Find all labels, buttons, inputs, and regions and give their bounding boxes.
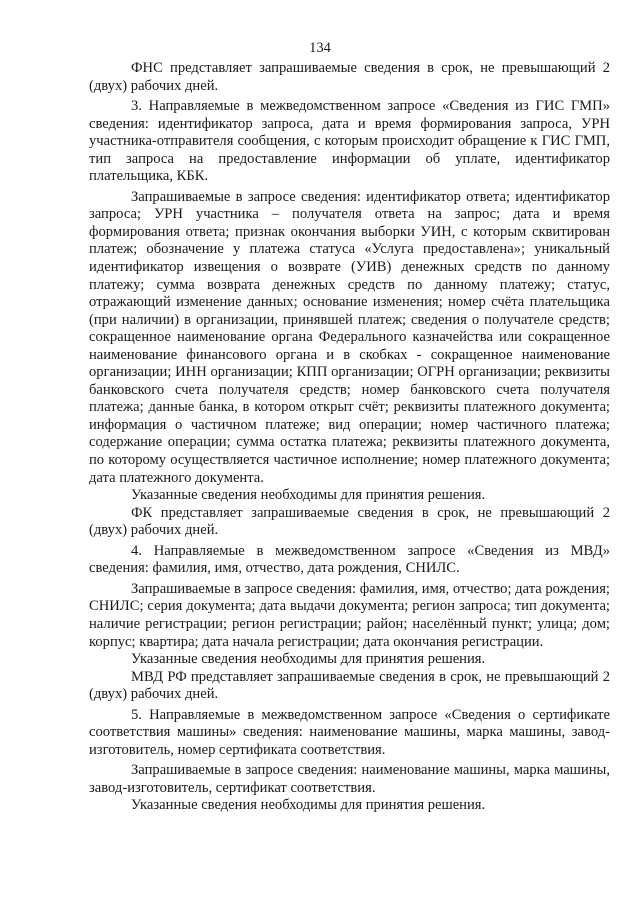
paragraph-certificate-request: 5. Направляемые в межведомственном запросе «Сведения о сертификате соответствия машины» сведения: наименование машины, марка машины, завод-изготовитель, номер сертификата соответствия. <box>89 706 610 758</box>
paragraph-fk-deadline: ФК представляет запрашиваемые сведения в срок, не превышающий 2 (двух) рабочих дней. <box>89 504 610 539</box>
paragraph-mvd-response-fields: Запрашиваемые в запросе сведения: фамилия, имя, отчество; дата рождения; СНИЛС; серия документа; дата выдачи документа; регион запроса; тип документа; наличие регистрации; регион регистрации; район; населённый пункт; улица; дом; корпус; квартира; дата начала регистрации; дата окончания регистрации. <box>89 580 610 650</box>
document-body <box>89 60 610 815</box>
page-number: 134 <box>309 40 331 56</box>
paragraph-decision-note: Указанные сведения необходимы для принятия решения. <box>131 797 486 814</box>
paragraph-mvd-request: 4. Направляемые в межведомственном запросе «Сведения из МВД» сведения: фамилия, имя, отчество, дата рождения, СНИЛС. <box>89 542 610 577</box>
paragraph-certificate-response-fields: Запрашиваемые в запросе сведения: наименование машины, марка машины, завод-изготовитель, сертификат соответствия. <box>89 762 610 796</box>
paragraph-fns-deadline: ФНС представляет запрашиваемые сведения в срок, не превышающий 2 (двух) рабочих дней. <box>89 60 610 94</box>
paragraph-decision-note: Указанные сведения необходимы для принятия решения. <box>131 651 486 668</box>
paragraph-gis-gmp-request: 3. Направляемые в межведомственном запросе «Сведения из ГИС ГМП» сведения: идентификатор запроса, дата и время формирования запроса, УРН участника-отправителя сообщения, с которым происходит обращение к ГИС ГМП, тип запроса на предоставление информации об уплате, идентификатор плательщика, КБК. <box>89 98 610 185</box>
paragraph-decision-note: Указанные сведения необходимы для принятия решения. <box>131 487 486 504</box>
paragraph-gis-gmp-response-fields: Запрашиваемые в запросе сведения: идентификатор ответа; идентификатор запроса; УРН участника – получателя ответа на запрос; дата и время формирования ответа; признак окончания выборки УИН, с которым сквитирован платеж; обозначение у платежа статуса «Услуга предоставлена»; уникальный идентификатор извещения о возврате (УИВ) денежных средств по данному платежу; сумма возврата денежных средств по данному платежу; статус, отражающий изменение данных; основание изменения; номер счёта плательщика (при наличии) в организации, принявшей платеж; сведения о получателе средств; сокращенное наименование органа Федерального казначейства или сокращенное наименование финансового органа и в скобках - сокращенное наименование организации; ИНН организации; КПП организации; ОГРН организации; реквизиты банковского счета получателя средств; номер банковского счета получателя платежа; данные банка, в котором открыт счёт; реквизиты платежного документа; информация о частичном платеже; вид операции; номер частичного платежа; содержание операции; сумма остатка платежа; реквизиты платежного документа, по которому осуществляется частичное исполнение; номер платежного документа; дата платежного документа. <box>89 188 610 486</box>
paragraph-mvd-deadline: МВД РФ представляет запрашиваемые сведения в срок, не превышающий 2 (двух) рабочих дней. <box>89 668 610 703</box>
